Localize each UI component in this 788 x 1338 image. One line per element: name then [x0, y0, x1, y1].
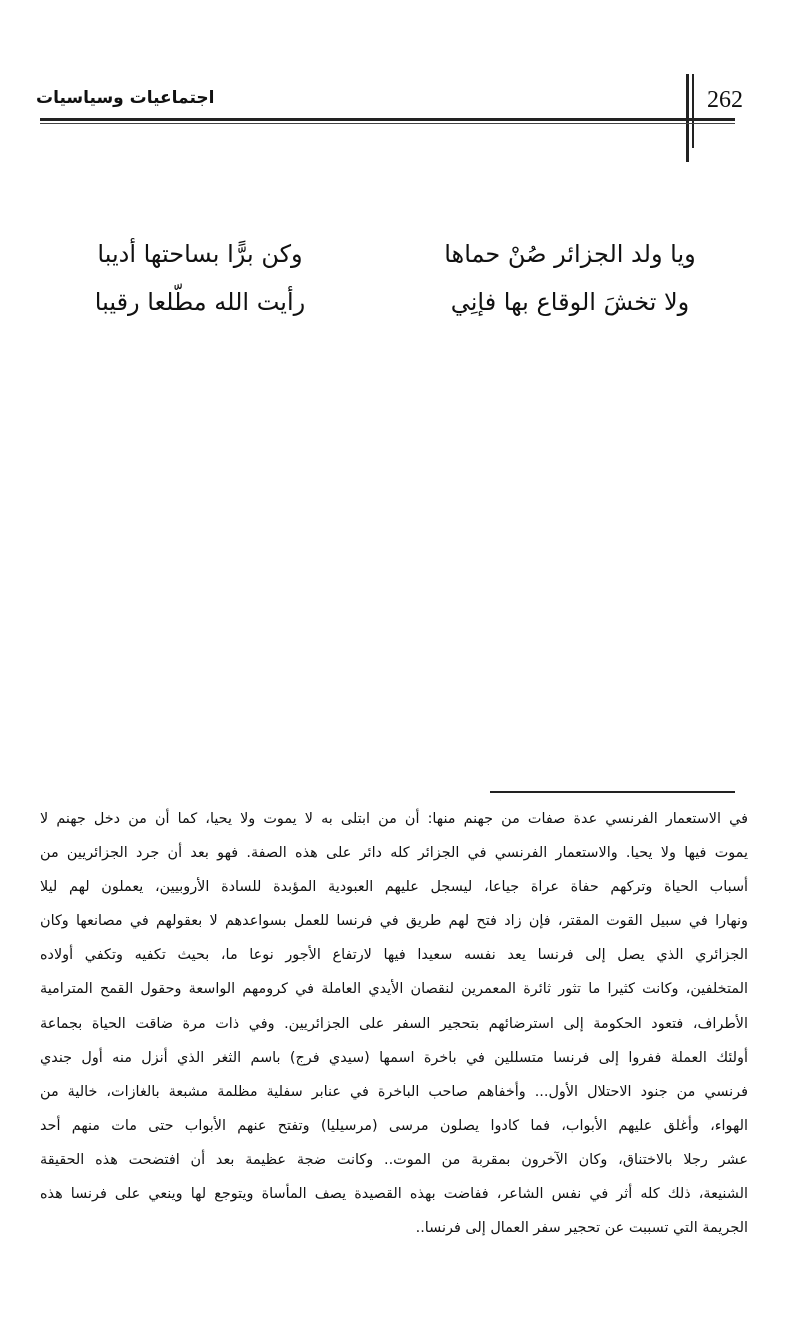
footnote-line: المتخلفين، وكانت كثيرا ما تثور ثائرة المعمرين لنقصان الأيدي العاملة في كرومهم الواسعة وحقول القمح المترامية — [40, 981, 748, 998]
header-rule-thin — [40, 123, 735, 124]
footnote-line: الهواء، وأغلق عليهم الأبواب، فما كادوا يصلون مرسى (مرسيليا) وتفتح عنهم الأبواب حتى مات منهم أحد — [40, 1117, 748, 1134]
footnote-line: الجريمة التي تسببت عن تحجير سفر العمال إلى فرنسا.. — [415, 1220, 748, 1237]
header-rule — [40, 118, 735, 121]
footnote-line: يموت فيها ولا يحيا. والاستعمار الفرنسي في الجزائر كله دائر على هذه الصفة. فهو بعد أن جرد الجزائريين من — [40, 845, 748, 862]
footnote-line: في الاستعمار الفرنسي عدة صفات من جهنم منها: أن من ابتلى به لا يموت ولا يحيا، كما أن من دخل جهنم لا — [40, 811, 748, 827]
footnote-line: الجزائري الذي يصل إلى فرنسا يعد نفسه سعيدا فيها لارتفاع الأجور نوعا ما، بحيث تكفيه وتكفي أولاده — [40, 947, 748, 964]
footnote-line: أسباب الحياة وتركهم حفاة عراة جياعا، ليسجل عليهم العبودية المؤبدة للسادة الأروبيين، يعملون لهم ليلا — [40, 879, 748, 896]
poem-verse — [30, 278, 740, 326]
footnote — [40, 802, 748, 1245]
verse-second-hemistich: وكن برًّا بساحتها أديبا — [97, 240, 303, 268]
verse-first-hemistich: ولا تخشَ الوقاع بها فإنِي — [450, 288, 690, 316]
verse-second-hemistich: رأيت الله مطّلعا رقيبا — [94, 288, 306, 316]
footnote-line: فرنسي من جنود الاحتلال الأول... وأخفاهم صاحب الباخرة في عنابر سفلية مظلمة مشبعة بالغازات، خالية من — [40, 1083, 748, 1100]
page-number: 262 — [707, 87, 743, 113]
verse-first-hemistich: ويا ولد الجزائر صُنْ حماها — [444, 240, 696, 268]
header-vertical-rule-inner — [692, 74, 694, 148]
poem-verse — [30, 230, 740, 278]
running-title: اجتماعيات وسياسيات — [36, 88, 215, 108]
footnote-line: عشر رجلا بالاختناق، وكان الآخرون بمقربة من الموت.. وكانت ضجة عظيمة بعد أن افتضحت هذه الحقيقة — [40, 1151, 748, 1168]
poem — [30, 230, 740, 326]
footnote-line: أولئك العملة ففروا إلى فرنسا متسللين في باخرة اسمها (سيدي فرج) باسم الثغر الذي أنزل منه أول جندي — [40, 1049, 748, 1066]
footnote-line: ونهارا في سبيل القوت المقتر، فإن زاد فتح لهم طريق في فرنسا للعمل بسواعدهم لا بعقولهم في مصانعها وكان — [40, 913, 748, 930]
footnote-line: الشنيعة، ذلك كله أثر في نفس الشاعر، ففاضت بهذه القصيدة يصف المأساة ويتوجع لها وينعي على فرنسا هذه — [40, 1186, 748, 1203]
footnote-separator — [490, 791, 735, 793]
footnote-line: الأطراف، فتعود الحكومة إلى استرضائهم بتحجير السفر على الجزائريين. وفي ذات مرة ضاقت الحياة بجماعة — [40, 1015, 748, 1032]
